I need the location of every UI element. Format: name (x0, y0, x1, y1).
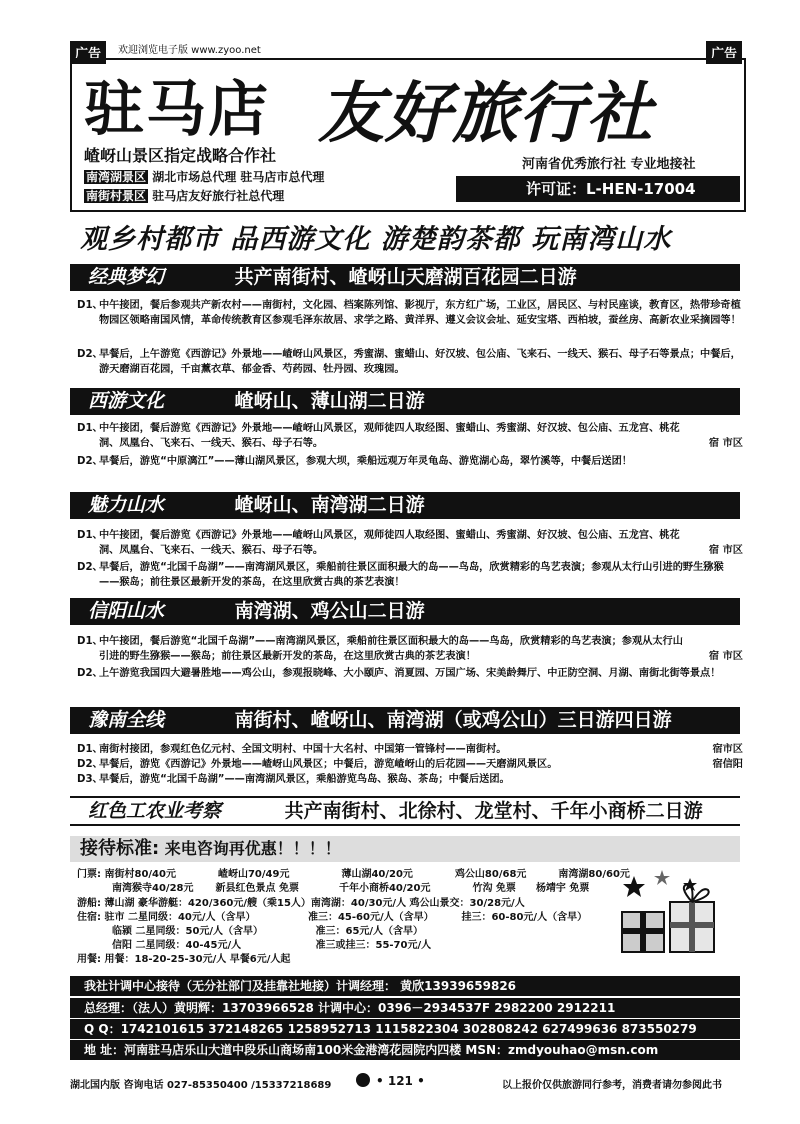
brand-plain: 驻马店 (84, 75, 270, 145)
stay-note: 宿信阳 (712, 759, 743, 770)
day-item (77, 347, 743, 377)
welcome-text: 欢迎浏览电子版 www.zyoo.net (118, 45, 261, 56)
contact-text: 总经理：（法人）黄明辉：13703966528 计调中心：0396－2934537F 2982200 2912211 (84, 1001, 616, 1015)
day-label: D1、 (77, 636, 103, 647)
route-title: 红色工农业考察 (88, 800, 222, 822)
price-item: 鸡公山80/68元 (454, 869, 527, 880)
price-item: 千年小商桥40/20元 (338, 883, 431, 894)
stay-note: 宿 市区 (708, 545, 743, 556)
day-text: 早餐后，游览“北国千岛湖”——南湾湖风景区，乘船游览鸟岛、猴岛、茶岛；中餐后送团。 (99, 774, 510, 785)
day-label: D2、 (77, 456, 103, 467)
route-name: 南湾湖、鸡公山二日游 (234, 600, 425, 622)
route-bar (70, 264, 740, 291)
stay-note: 宿 市区 (708, 651, 743, 662)
contact-text: Q Q：1742101615 372148265 1258952713 1115822304 302808242 627499636 873550279 (84, 1022, 697, 1036)
route-title: 信阳山水 (88, 600, 165, 622)
day-text: 早餐后，游览“北国千岛湖”——南湾湖风景区，乘船前往景区面积最大的岛——鸟岛，欣赏精彩的鸟艺表演；参观从太行山引进的野生猕猴——猴岛；前往景区最新开发的茶岛，在这里欣赏古典的茶艺表演！ (99, 562, 724, 588)
route-bar (70, 388, 740, 415)
route-name: 嵖岈山、南湾湖二日游 (234, 494, 425, 516)
day-item (77, 454, 743, 469)
day-text: 早餐后，游览“中原漓江”——薄山湖风景区，参观大坝，乘船远观万年灵龟岛、游览湖心岛，翠竹溪等，中餐后送团！ (99, 456, 632, 467)
day-text: 中午接团，餐后游览“北国千岛湖”——南湾湖风景区，乘船前往景区面积最大的岛——鸟岛，欣赏精彩的鸟艺表演；参观从太行山引进的野生猕猴——猴岛；前往景区最新开发的茶岛，在这里欣赏古典的茶艺表演！ (99, 636, 683, 662)
agent-text: 驻马店友好旅行社总代理 (152, 189, 285, 203)
day-item (77, 742, 743, 757)
route-bar (70, 598, 740, 625)
day-label: D1、 (77, 300, 103, 311)
stay-note: 宿市区 (712, 744, 743, 755)
ad-tag-right: 广告 (706, 41, 742, 64)
page-mark-icon (356, 1073, 370, 1087)
route-name: 共产南街村、北徐村、龙堂村、千年小商桥二日游 (284, 800, 703, 822)
meal-row (77, 953, 290, 966)
agent-row-1 (84, 168, 324, 185)
stay-row-2 (112, 925, 423, 938)
route-title: 西游文化 (88, 390, 165, 412)
price-item: 杨靖宇 免票 (535, 883, 590, 894)
agent-key: 南湾湖景区 (86, 170, 147, 184)
day-item (77, 421, 743, 451)
contact-text: 我社计调中心接待（无分社部门及挂靠社地接）计调经理： 黄欣13939659826 (84, 979, 517, 993)
route-name: 嵖岈山、薄山湖二日游 (234, 390, 425, 412)
price-item: 新县红色景点 免票 (215, 883, 299, 894)
day-item (77, 757, 743, 772)
route-bar (70, 707, 740, 734)
price-item: 南街村80/40元 (104, 869, 176, 880)
footer-right: 以上报价仅供旅游同行参考，消费者请勿参阅此书 (502, 1080, 722, 1091)
day-item (77, 634, 743, 664)
price-item: 南湾猴寺40/28元 (112, 883, 194, 894)
contact-row (70, 998, 740, 1018)
day-item (77, 560, 743, 590)
boat-label: 游船: (77, 898, 101, 909)
stay-item: 驻市 二星同级：40元/人（含早） (104, 912, 256, 923)
contact-text: 地 址：河南驻马店乐山大道中段乐山商场南100米金港湾花园院内四楼 MSN：zmdyouhao@msn.com (84, 1043, 659, 1057)
route-title: 魅力山水 (88, 494, 165, 516)
agent-row-2 (84, 187, 284, 204)
price-item: 竹沟 免票 (472, 883, 516, 894)
boat-text: 薄山湖 豪华游艇：420/360元/艘（乘15人）南湾湖：40/30元/人 鸡公山景交：30/28元/人 (104, 898, 525, 909)
day-text: 中午接团，餐后游览《西游记》外景地——嵖岈山风景区，观师徒四人取经图、蜜蜡山、秀蜜湖、好汉坡、包公庙、五龙宫、桃花洞、凤凰台、飞来石、一线天、猴石、母子石等。 (99, 423, 680, 449)
day-item (77, 298, 743, 328)
day-label: D2、 (77, 759, 103, 770)
price-item: 嵖岈山70/49元 (217, 869, 290, 880)
day-label: D2、 (77, 349, 103, 360)
stay-item: 准三或挂三：55-70元/人 (315, 940, 432, 951)
day-label: D2、 (77, 668, 103, 679)
assoc-text: 河南省优秀旅行社 专业地接社 (522, 157, 696, 172)
day-label: D1、 (77, 744, 103, 755)
day-item (77, 528, 743, 558)
meal-text: 用餐：18-20-25-30元/人 早餐6元/人起 (104, 954, 291, 965)
meal-label: 用餐: (77, 954, 101, 965)
day-label: D2、 (77, 562, 103, 573)
tickets-row-2 (112, 882, 589, 895)
tickets-row-1 (77, 868, 630, 881)
day-item (77, 772, 743, 787)
route-name: 共产南街村、嵖岈山天磨湖百花园二日游 (234, 266, 577, 288)
partner-text: 嵖岈山景区指定战略合作社 (84, 146, 277, 165)
footer-left: 湖北国内版 咨询电话 027-85350400 /15337218689 (70, 1080, 332, 1091)
stay-row-3 (112, 939, 431, 952)
stay-row-1 (77, 911, 587, 924)
day-item (77, 666, 743, 681)
day-text: 上午游览我国四大避暑胜地——鸡公山，参观报晓峰、大小颐庐、消夏园、万国广场、宋美龄舞厅、中正防空洞、月湖、南街北街等景点！ (99, 668, 721, 679)
gift-box-icon (612, 868, 722, 958)
slogan: 观乡村都市 品西游文化 游楚韵茶都 玩南湾山水 (80, 224, 672, 255)
day-label: D1、 (77, 423, 103, 434)
license-badge: 许可证：L-HEN-17004 (456, 176, 740, 202)
standard-bar (70, 836, 740, 862)
boat-row (77, 897, 525, 910)
day-text: 中午接团，餐后参观共产新农村——南街村，文化园、档案陈列馆、影视厅，东方红广场，工业区，居民区、与村民座谈，教育区，热带珍奇植物园区领略南国风情，革命传统教育区参观毛泽东故居、求学之路、黄洋界、遵义会议会址、延安宝塔、西柏坡，蚕丝房、高新农业采摘园等！ (99, 300, 741, 326)
standard-label: 接待标准: (80, 838, 160, 859)
stay-label: 住宿: (77, 912, 101, 923)
stay-item: 临颍 二星同级：50元/人（含早） (112, 926, 264, 937)
stay-item: 准三：65元/人（含早） (315, 926, 424, 937)
stay-item: 准三：45-60元/人（含早） (307, 912, 434, 923)
route-title: 经典梦幻 (88, 266, 165, 288)
route-title: 豫南全线 (88, 709, 165, 731)
day-label: D1、 (77, 530, 103, 541)
contact-row (70, 1019, 740, 1039)
page-number: • 121 • (376, 1074, 425, 1088)
route-bar (70, 492, 740, 519)
day-text: 早餐后，游览《西游记》外景地——嵖岈山风景区；中餐后，游览嵖岈山的后花园——天磨湖风景区。 (99, 759, 558, 770)
price-item: 南湾湖80/60元 (558, 869, 630, 880)
ad-tag-left: 广告 (70, 41, 106, 64)
stay-item: 挂三：60-80元/人（含早） (461, 912, 588, 923)
route-name: 南街村、嵖岈山、南湾湖（或鸡公山）三日游四日游 (234, 709, 672, 731)
tickets-label: 门票: (77, 869, 101, 880)
stay-note: 宿 市区 (708, 438, 743, 449)
day-text: 早餐后，上午游览《西游记》外景地——嵖岈山风景区，秀蜜湖、蜜蜡山、好汉坡、包公庙、飞来石、一线天、猴石、母子石等景点；中餐后，游天磨湖百花园，千亩薰衣草、郁金香、芍药园、牡丹园、玫瑰园。 (99, 349, 741, 375)
contact-row (70, 1040, 740, 1060)
stay-item: 信阳 二星同级：40-45元/人 (112, 940, 242, 951)
standard-note: 来电咨询再优惠！！！！ (164, 839, 341, 858)
route-bar-red (70, 796, 740, 826)
day-label: D3、 (77, 774, 103, 785)
price-item: 薄山湖40/20元 (341, 869, 413, 880)
contact-row (70, 976, 740, 996)
agent-text: 湖北市场总代理 驻马店市总代理 (152, 170, 325, 184)
day-text: 南街村接团，参观红色亿元村、全国文明村、中国十大名村、中国第一管锋村——南街村。 (99, 744, 507, 755)
day-text: 中午接团，餐后游览《西游记》外景地——嵖岈山风景区，观师徒四人取经图、蜜蜡山、秀蜜湖、好汉坡、包公庙、五龙宫、桃花洞、凤凰台、飞来石、一线天、猴石、母子石等。 (99, 530, 680, 556)
brand-script: 友好旅行社 (318, 74, 653, 152)
agent-key: 南街村景区 (86, 189, 147, 203)
